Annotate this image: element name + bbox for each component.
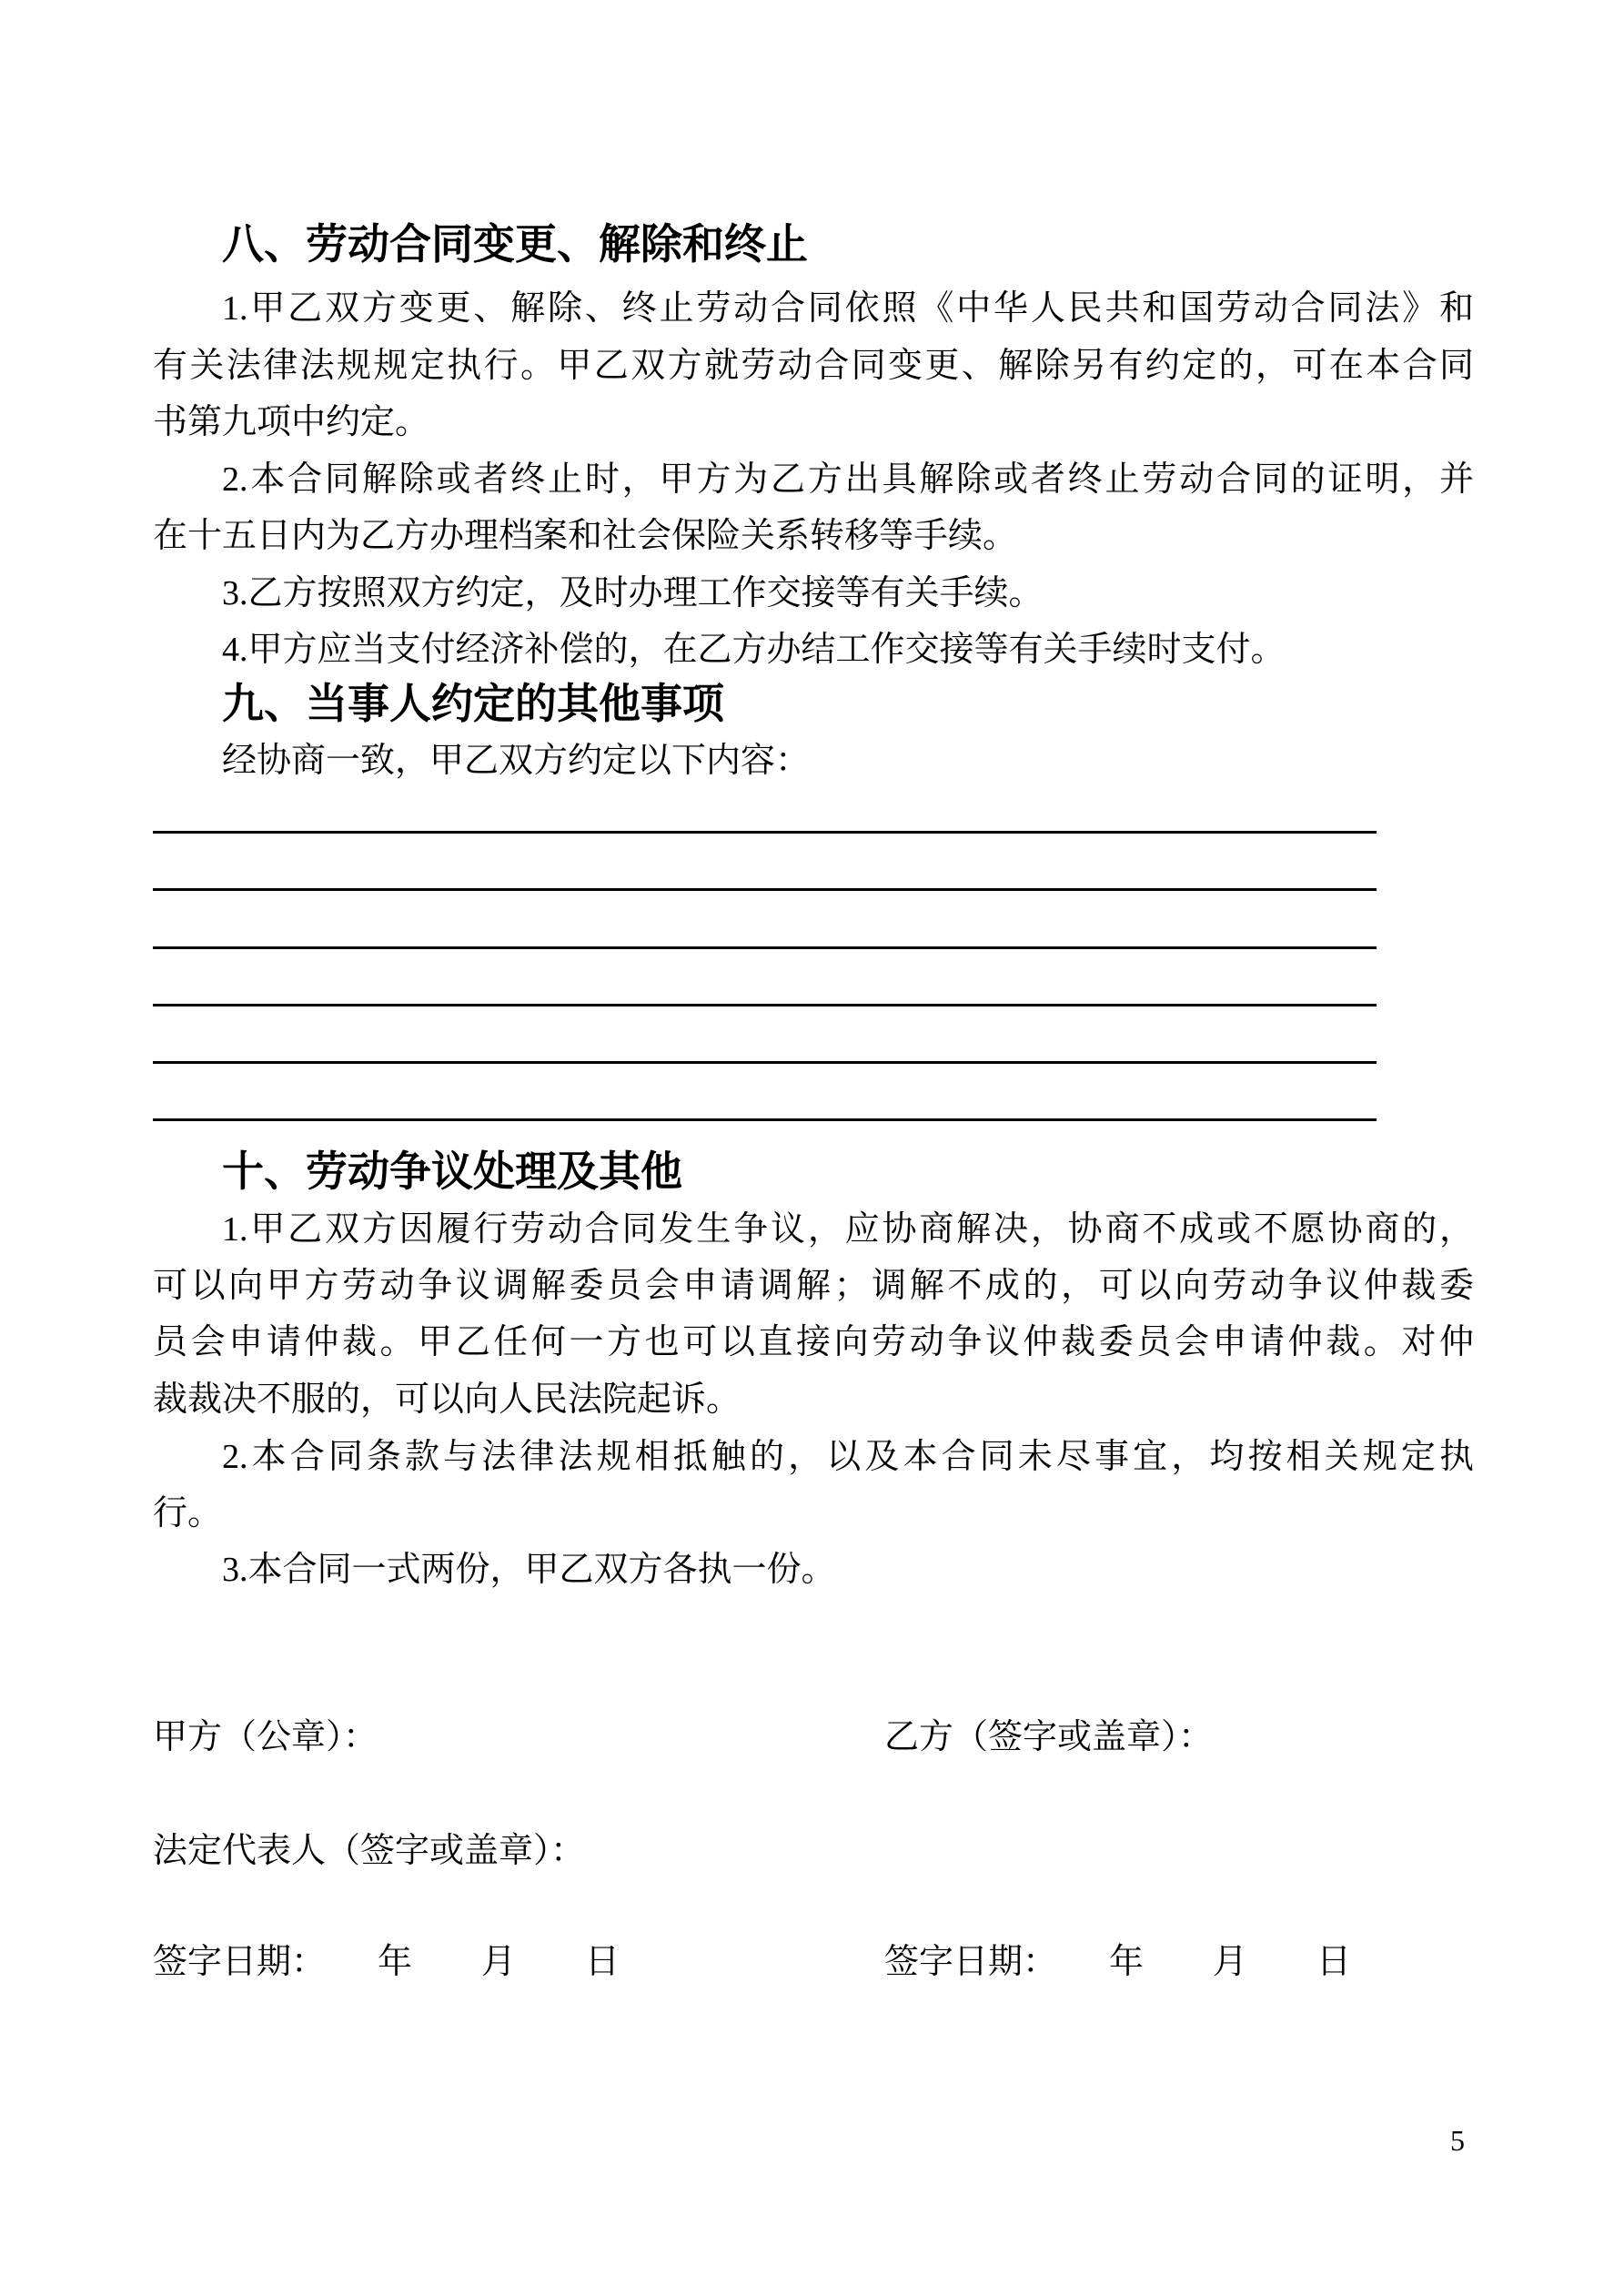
contract-text-line: 可以向甲方劳动争议调解委员会申请调解；调解不成的，可以向劳动争议仲裁委	[153, 1267, 1474, 1305]
contract-text-line: 2.本合同解除或者终止时，甲方为乙方出具解除或者终止劳动合同的证明，并	[222, 460, 1474, 499]
contract-text-line: 裁裁决不服的，可以向人民法院起诉。	[153, 1381, 741, 1419]
contract-text-line: 1.甲乙双方变更、解除、终止劳动合同依照《中华人民共和国劳动合同法》和	[222, 289, 1474, 328]
fill-in-line	[153, 946, 1377, 949]
contract-text-line: 书第九项中约定。	[153, 403, 430, 441]
fill-in-line	[153, 1118, 1377, 1121]
contract-text-line: 员会申请仲裁。甲乙任何一方也可以直接向劳动争议仲裁委员会申请仲裁。对仲	[153, 1323, 1474, 1361]
fill-in-line	[153, 1004, 1377, 1006]
sign-date-a-label: 签字日期： 年 月 日	[153, 1943, 620, 1981]
fill-in-line	[153, 831, 1377, 834]
section8-heading: 八、劳动合同变更、解除和终止	[222, 220, 808, 268]
contract-text-line: 4.甲方应当支付经济补偿的，在乙方办结工作交接等有关手续时支付。	[222, 631, 1286, 669]
legal-representative-label: 法定代表人（签字或盖章）：	[153, 1832, 586, 1870]
contract-text-line: 2.本合同条款与法律法规相抵触的，以及本合同未尽事宜，均按相关规定执	[222, 1438, 1474, 1476]
contract-text-line: 在十五日内为乙方办理档案和社会保险关系转移等手续。	[153, 517, 1018, 555]
section10-heading: 十、劳动争议处理及其他	[222, 1148, 682, 1195]
page-number: 5	[1450, 2124, 1465, 2157]
contract-text-line: 经协商一致，甲乙双方约定以下内容：	[222, 742, 811, 780]
sign-date-b-label: 签字日期： 年 月 日	[884, 1943, 1352, 1981]
section9-heading: 九、当事人约定的其他事项	[222, 680, 724, 727]
contract-text-line: 有关法律法规规定执行。甲乙双方就劳动合同变更、解除另有约定的，可在本合同	[153, 347, 1474, 385]
fill-in-line	[153, 1061, 1377, 1064]
contract-text-line: 3.乙方按照双方约定，及时办理工作交接等有关手续。	[222, 574, 1044, 612]
fill-in-line	[153, 888, 1377, 891]
contract-text-line: 1.甲乙双方因履行劳动合同发生争议，应协商解决，协商不成或不愿协商的，	[222, 1210, 1474, 1249]
contract-text-line: 行。	[153, 1494, 223, 1532]
party-a-signature-label: 甲方（公章）：	[153, 1718, 378, 1756]
contract-text-line: 3.本合同一式两份，甲乙双方各执一份。	[222, 1551, 836, 1589]
party-b-signature-label: 乙方（签字或盖章）：	[884, 1718, 1214, 1756]
